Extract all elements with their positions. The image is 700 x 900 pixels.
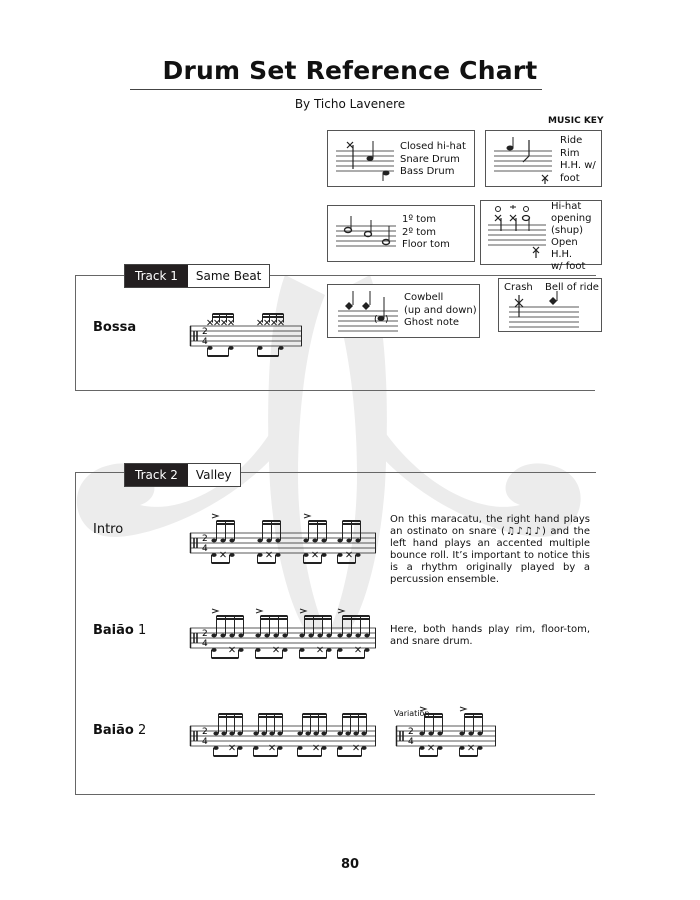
bass-note [257,346,262,350]
snare-note [238,634,243,638]
staff-variation [396,708,500,768]
bass-note [297,746,302,750]
time-signature-top: 2 [408,727,414,737]
snare-note [353,732,358,736]
snare-note [213,732,218,736]
snare-note [282,634,287,638]
key-cowbell: Cowbell [404,292,444,303]
snare-note [255,634,260,638]
page-title: Drum Set Reference Chart [162,56,538,85]
bass-note [211,553,216,557]
track2-number: Track 2 [125,464,188,486]
bass-note [277,746,282,750]
track1-name: Same Beat [195,269,262,283]
track1-tab [124,264,270,288]
accent-mark [420,707,426,711]
snare-note [269,732,274,736]
snare-note [321,732,326,736]
bass-note [255,648,260,652]
baiao-1-description: Here, both hands play rim, floor-tom, and snare drum. [390,624,590,647]
bass-note [213,746,218,750]
bass-note [229,553,234,557]
key-opening: opening [551,213,592,224]
variation-label: Variation [394,709,430,718]
svg-text:(: ( [374,315,378,325]
snare-note [337,732,342,736]
accent-mark [212,609,218,613]
key-open-hh-foot: w/ foot [551,261,586,272]
snare-note [419,732,424,736]
key-snare-drum: Snare Drum [400,153,460,165]
time-signature-bottom: 4 [202,737,208,747]
snare-note [428,732,433,736]
snare-note [299,634,304,638]
snare-note [364,634,369,638]
bass-note [275,553,280,557]
snare-note [211,539,216,543]
key-bass-drum: Bass Drum [400,166,455,177]
page-number: 80 [340,857,360,872]
track1-bottom-rule [75,390,595,391]
key-box-hihat-snare-bass [327,130,475,187]
accent-mark [212,514,218,518]
key-bell-of-ride: Bell of ride [545,282,599,293]
time-signature-top: 2 [202,327,208,337]
bass-note [326,648,331,652]
snare-note [229,634,234,638]
time-signature-top: 2 [202,629,208,639]
bass-note [207,346,212,350]
bass-note [355,553,360,557]
track2-bottom-rule [75,794,595,795]
key-box-toms [327,205,475,262]
snare-note [303,539,308,543]
accent-mark [300,609,306,613]
inline-rhythm-icon: ♫♪♫♪ [504,526,542,537]
snare-note [211,634,216,638]
music-key-heading: MUSIC KEY [548,116,604,126]
key-staff-3 [336,214,398,256]
time-signature-bottom: 4 [408,737,414,747]
snare-note [264,634,269,638]
time-signature-top: 2 [202,727,208,737]
intro-description: On this maracatu, the right hand plays an ostinato on snare (♫♪♫♪) and the left hand plays an accented multiple bounce roll. It’s important to notice this is a rhythm originally played by a percussion ensemble. [390,514,591,585]
snare-note [253,732,258,736]
snare-note [346,539,351,543]
key-closed-hihat: Closed hi-hat [400,141,466,152]
bass-note [253,746,258,750]
bass-note [299,648,304,652]
bass-note [364,648,369,652]
snare-note [261,732,266,736]
bass-note [321,553,326,557]
key-hihat: Hi-hat [551,201,582,212]
row-label-baiao-1: Baião 1 [93,623,147,638]
time-signature-bottom: 4 [202,337,208,347]
key-hh-foot-2: foot [560,172,580,184]
snare-note [313,732,318,736]
snare-note [317,634,322,638]
snare-note [437,732,442,736]
key-hh-foot-1: H.H. w/ [560,160,596,171]
staff-baiao-2 [190,708,380,768]
snare-note [346,634,351,638]
snare-note [337,539,342,543]
track1-number: Track 1 [125,265,188,287]
snare-note [321,539,326,543]
snare-note [468,732,473,736]
row-label-bossa: Bossa [93,320,137,335]
snare-note [297,732,302,736]
key-ghost-note: Ghost note [404,317,460,328]
snare-note [275,539,280,543]
bass-note [337,746,342,750]
time-signature-bottom: 4 [202,639,208,649]
snare-note [257,539,262,543]
snare-note [229,539,234,543]
snare-note [229,732,234,736]
snare-note [220,634,225,638]
title-divider [130,89,542,90]
bass-note [278,346,283,350]
bass-note [477,746,482,750]
staff-intro [190,515,380,575]
bass-note [237,746,242,750]
snare-note [277,732,282,736]
bass-note [321,746,326,750]
snare-note [355,634,360,638]
time-signature-bottom: 4 [202,544,208,554]
bass-note [303,553,308,557]
bass-note [282,648,287,652]
staff-bossa [190,308,310,368]
bass-note [361,746,366,750]
snare-note [477,732,482,736]
key-ride: Ride [560,135,583,146]
track2-tab [124,463,241,487]
accent-mark [256,609,262,613]
bass-note [437,746,442,750]
bass-note [228,346,233,350]
key-staff-1 [336,139,396,181]
snare-note [273,634,278,638]
bass-note [459,746,464,750]
snare-note [221,732,226,736]
key-box-hihat-opening [480,200,602,272]
snare-note [326,634,331,638]
accent-mark [304,514,310,518]
time-signature-top: 2 [202,534,208,544]
snare-note [337,634,342,638]
snare-note [459,732,464,736]
key-crash: Crash [504,282,533,293]
key-staff-2 [494,135,554,185]
accent-mark [338,609,344,613]
author-byline: By Ticho Lavenere [294,97,406,111]
snare-note [361,732,366,736]
snare-note [266,539,271,543]
svg-text:): ) [385,315,389,325]
snare-note [355,539,360,543]
snare-note [305,732,310,736]
key-box-ride-rim-hhfoot [485,130,602,187]
key-tom-2: 2º tom [402,226,437,238]
snare-note [345,732,350,736]
track2-name: Valley [195,468,232,482]
staff-baiao-1 [190,610,380,670]
row-label-baiao-2: Baião 2 [93,723,147,738]
key-rim: Rim [560,147,580,159]
bass-note [337,648,342,652]
key-up-down: (up and down) [404,304,477,316]
key-staff-4 [488,205,548,260]
snare-note [308,634,313,638]
track1-frame [75,275,596,391]
key-shup: (shup) [551,225,584,236]
snare-note [220,539,225,543]
bass-note [257,553,262,557]
snare-note [312,539,317,543]
key-tom-1: 1º tom [402,214,437,225]
accent-mark [460,707,466,711]
key-floor-tom: Floor tom [402,239,450,250]
key-open-hh: Open H.H. [551,237,578,260]
bass-note [337,553,342,557]
bass-note [211,648,216,652]
snare-note [237,732,242,736]
bass-note [238,648,243,652]
bass-note [419,746,424,750]
row-label-intro: Intro [93,522,124,537]
